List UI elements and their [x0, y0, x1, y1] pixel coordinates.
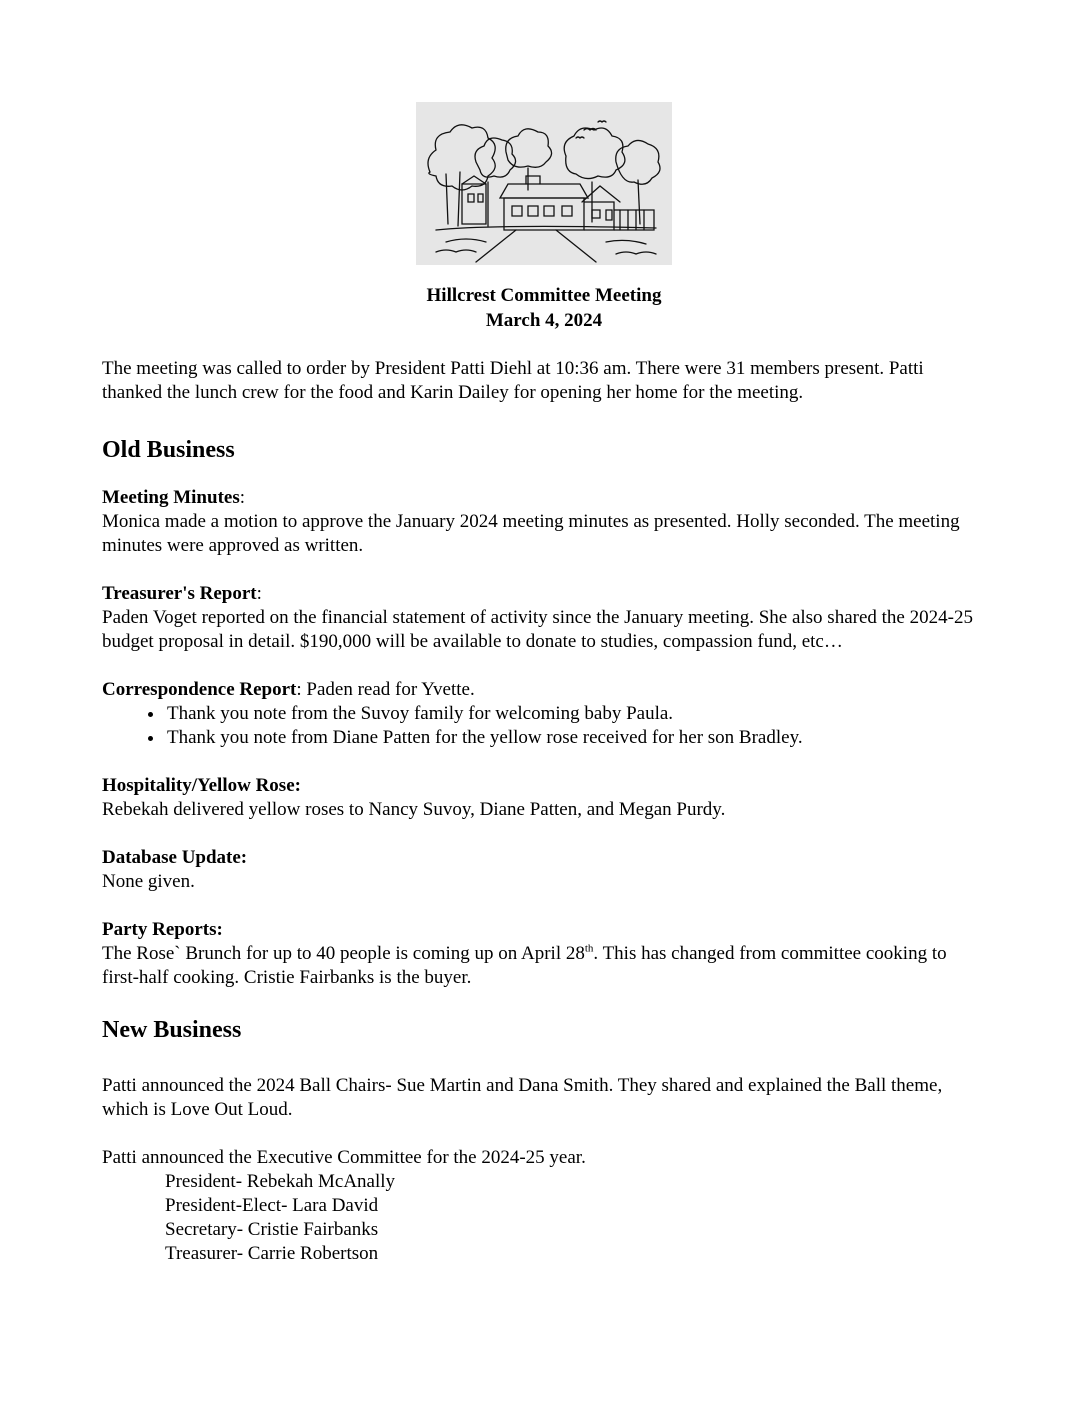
new-business-heading: New Business	[102, 1017, 242, 1043]
correspondence-inline: : Paden read for Yvette.	[296, 679, 475, 700]
treasurer-section	[102, 582, 982, 606]
database-label: Database Update:	[102, 847, 248, 868]
officer-list	[102, 1170, 982, 1266]
party-text	[102, 942, 982, 990]
old-business-heading: Old Business	[102, 437, 235, 463]
party-text-end: . This has changed from committee cooking to first-half cooking. Cristie Fairbanks is the buyer.	[102, 943, 947, 988]
correspondence-section	[102, 678, 982, 702]
hospitality-text: Rebekah delivered yellow roses to Nancy Suvoy, Diane Patten, and Megan Purdy.	[102, 799, 726, 820]
database-text: None given.	[102, 871, 195, 892]
meeting-title: Hillcrest Committee Meeting	[426, 285, 662, 306]
party-text-start: The Rose` Brunch for up to 40 people is coming up on April 28	[102, 943, 585, 964]
minutes-text: Monica made a motion to approve the January 2024 meeting minutes as presented. Holly seconded. The meeting minutes were approved as written.	[102, 511, 960, 556]
party-label: Party Reports:	[102, 919, 223, 940]
minutes-label-suffix: :	[239, 487, 246, 508]
ball-chairs-paragraph: Patti announced the 2024 Ball Chairs- Sue Martin and Dana Smith. They shared and explained the Ball theme, which is Love Out Loud.	[102, 1075, 943, 1120]
list-item: • Thank you note from Diane Patten for the yellow rose received for her son Bradley.	[165, 726, 982, 750]
house-sketch-logo	[416, 102, 672, 265]
officer-president-elect: President-Elect- Lara David	[165, 1195, 379, 1216]
list-item: • Thank you note from the Suvoy family for welcoming baby Paula.	[165, 702, 982, 726]
treasurer-label-suffix: :	[256, 583, 262, 604]
minutes-label: Meeting Minutes	[102, 487, 240, 508]
executive-committee-intro: Patti announced the Executive Committee for the 2024-25 year.	[102, 1147, 586, 1168]
party-text-superscript: th	[584, 942, 594, 955]
document-title-block	[0, 283, 1088, 333]
house-sketch-drawing	[416, 102, 672, 265]
intro-paragraph: The meeting was called to order by President Patti Diehl at 10:36 am. There were 31 members present. Patti thanked the lunch crew for the food and Karin Dailey for opening her home for the meeting.	[102, 358, 924, 403]
officer-president: President- Rebekah McAnally	[165, 1171, 396, 1192]
meeting-date: March 4, 2024	[485, 310, 603, 331]
officer-secretary: Secretary- Cristie Fairbanks	[165, 1219, 379, 1240]
treasurer-label: Treasurer's Report	[102, 583, 257, 604]
officer-treasurer: Treasurer- Carrie Robertson	[165, 1243, 379, 1264]
treasurer-text: Paden Voget reported on the financial statement of activity since the January meeting. She also shared the 2024-25 budget proposal in detail. $190,000 will be available to donate to studies, compassion fund, etc…	[102, 607, 973, 652]
minutes-section	[102, 486, 982, 510]
hospitality-label: Hospitality/Yellow Rose:	[102, 775, 301, 796]
document-body	[102, 357, 982, 1266]
correspondence-list	[102, 702, 982, 750]
correspondence-label: Correspondence Report	[102, 679, 297, 700]
